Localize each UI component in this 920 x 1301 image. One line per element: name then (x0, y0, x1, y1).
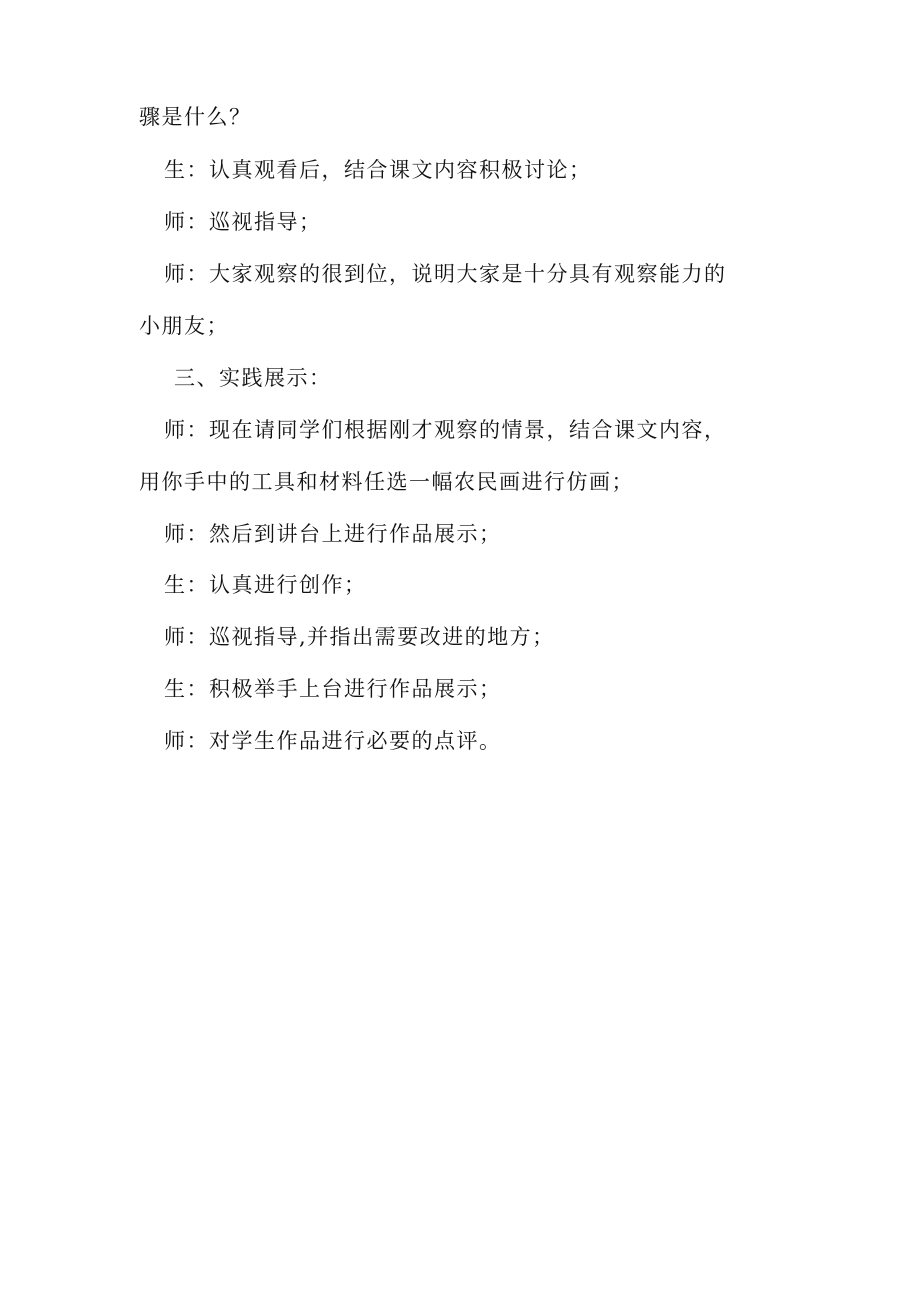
teacher-line: 师：巡视指导； (164, 210, 322, 234)
section-heading: 三、实践展示： (174, 366, 332, 390)
teacher-line: 师：对学生作品进行必要的点评。 (164, 729, 502, 753)
teacher-line: 师：然后到讲台上进行作品展示； (164, 522, 502, 546)
teacher-line: 师：大家观察的很到位，说明大家是十分具有观察能力的 (164, 262, 727, 286)
student-line: 生：认真进行创作； (164, 573, 367, 597)
paragraph-line: 骤是什么？ (139, 105, 252, 129)
student-line: 生：积极举手上台进行作品展示； (164, 677, 502, 701)
paragraph-line: 用你手中的工具和材料任选一幅农民画进行仿画； (139, 470, 634, 494)
teacher-line: 师：巡视指导,并指出需要改进的地方； (164, 625, 555, 649)
student-line: 生：认真观看后，结合课文内容积极讨论； (164, 158, 592, 182)
paragraph-line: 小朋友； (139, 314, 229, 338)
teacher-line: 师：现在请同学们根据刚才观察的情景，结合课文内容， (164, 418, 727, 442)
